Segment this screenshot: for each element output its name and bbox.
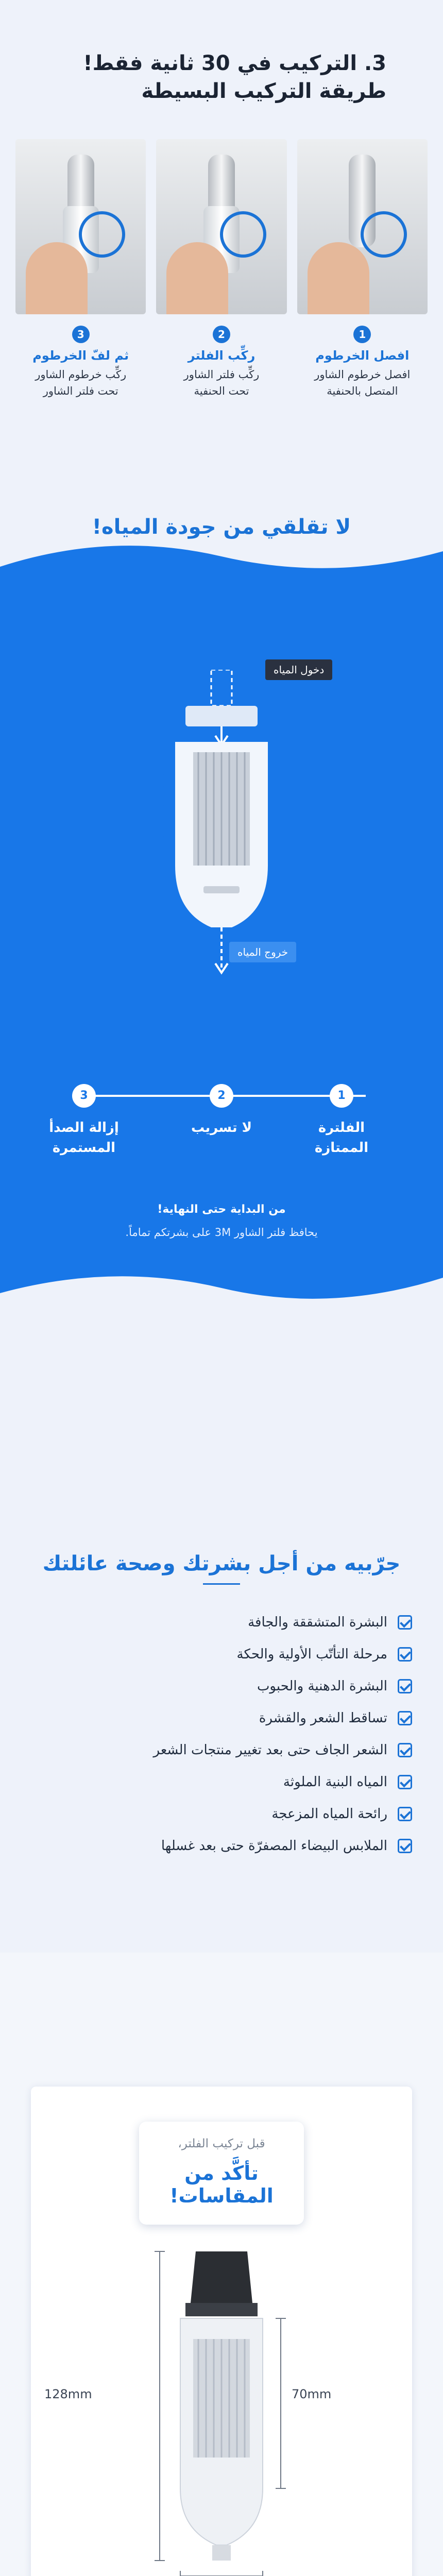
list-item-text: المياه البنية الملوثة (283, 1774, 387, 1790)
step1-photo (297, 139, 428, 314)
install-step-1 (297, 326, 428, 399)
installation-steps (15, 326, 428, 399)
step-number-badge: 1 (353, 326, 371, 343)
wave-top-decoration (0, 536, 443, 587)
step2-photo (156, 139, 286, 314)
step-description-line2: تحت الحنفية (194, 385, 249, 398)
list-item-text: البشرة المتشققة والجافة (248, 1615, 387, 1630)
step-description-line2: تحت فلتر الشاور (43, 385, 118, 398)
list-item (31, 1611, 412, 1634)
total-height-dimension: 128mm (44, 2387, 92, 2401)
installation-photos (15, 139, 428, 314)
slogan-text: يحافظ فلتر الشاور 3M على بشرتكم تماماً. (125, 1226, 318, 1239)
checkbox-icon (398, 1615, 412, 1630)
try-it-heading: جرّبيه من أجل بشرتك وصحة عائلتك (42, 1552, 401, 1575)
step-description-line1: ركِّب فلتر الشاور (183, 368, 260, 381)
timeline-label-3-line2: المستمرة (52, 1140, 116, 1156)
rotate-hint-icon (361, 211, 407, 258)
step-number-badge: 2 (213, 326, 230, 343)
step-label: ثم لفّ الخرطوم (32, 348, 129, 363)
symptom-checklist (31, 1611, 412, 1867)
water-quality-section (0, 433, 443, 1412)
timeline-label-1 (295, 1118, 388, 1158)
step-description-line2: المتصل بالحنفية (327, 385, 398, 398)
hand-image (308, 242, 369, 314)
list-item (31, 1643, 412, 1666)
list-item (31, 1771, 412, 1793)
timeline-label-3 (38, 1118, 130, 1158)
timeline-label-1-line1: الفلترة (318, 1120, 365, 1136)
checkbox-icon (398, 1743, 412, 1757)
hand-image (166, 242, 228, 314)
list-item-text: رائحة المياه المزعجة (271, 1806, 387, 1822)
checkbox-icon (398, 1807, 412, 1821)
size-check-text: تأكَّد من المقاسات! (169, 2162, 274, 2207)
wave-bottom-decoration (0, 1257, 443, 1319)
timeline-label-3-line1: إزالة الصدأ (49, 1120, 119, 1136)
list-item (31, 1835, 412, 1857)
step-label: افصل الخرطوم (315, 348, 410, 363)
checkbox-icon (398, 1679, 412, 1693)
rotate-hint-icon (79, 211, 125, 258)
try-it-section (0, 1412, 443, 1953)
checkbox-icon (398, 1647, 412, 1662)
list-item-text: الملابس البيضاء المصفرّة حتى بعد غسلها (161, 1838, 387, 1854)
checkbox-icon (398, 1711, 412, 1725)
water-quality-heading: لا تقلقي من جودة المياه! (92, 515, 351, 539)
water-out-label: خروج المياه (229, 942, 296, 962)
list-item-text: الشعر الجاف حتى بعد تغيير منتجات الشعر (153, 1742, 387, 1758)
list-item (31, 1675, 412, 1698)
step-description-line1: افصل خرطوم الشاور (314, 368, 411, 381)
list-item (31, 1803, 412, 1825)
step3-photo (15, 139, 146, 314)
step-label: ركِّب الفلتر (188, 348, 255, 363)
installation-title (83, 49, 386, 105)
timeline-dot-1: 1 (330, 1084, 353, 1108)
heading-underline (203, 1583, 240, 1585)
filter-cutaway-diagram (155, 670, 288, 979)
list-item (31, 1739, 412, 1761)
hand-image (26, 242, 88, 314)
timeline-dot-3: 3 (72, 1084, 96, 1108)
list-item (31, 1707, 412, 1730)
list-item-text: تساقط الشعر والقشرة (259, 1710, 387, 1726)
filter-dimension-diagram (103, 2241, 340, 2576)
list-item-text: البشرة الدهنية والحبوب (257, 1679, 387, 1694)
rotate-hint-icon (220, 211, 266, 258)
step-description-line1: ركِّب خرطوم الشاور (35, 368, 127, 381)
installation-section (0, 0, 443, 433)
timeline-label-2-line1: لا تسريب (191, 1120, 252, 1136)
size-callout-bubble (139, 2122, 304, 2225)
checkbox-icon (398, 1839, 412, 1853)
water-in-label: دخول المياه (265, 659, 332, 680)
install-step-2 (156, 326, 286, 399)
size-section (0, 1953, 443, 2576)
step-number-badge: 3 (72, 326, 90, 343)
body-height-dimension: 70mm (292, 2387, 332, 2401)
installation-title-line1: 3. التركيب في 30 ثانية فقط! (83, 52, 386, 75)
timeline-dot-2: 2 (210, 1084, 233, 1108)
install-step-3 (15, 326, 146, 399)
list-item-text: مرحلة التأتّب الأولية والحكة (236, 1647, 387, 1662)
size-intro-text: قبل تركيب الفلتر، (178, 2137, 265, 2150)
timeline-label-2 (175, 1118, 268, 1138)
installation-title-line2: طريقة التركيب البسيطة (141, 79, 386, 103)
timeline-label-1-line2: الممتازة (314, 1140, 369, 1156)
slogan-heading: من البداية حتى النهاية! (157, 1203, 286, 1216)
checkbox-icon (398, 1775, 412, 1789)
